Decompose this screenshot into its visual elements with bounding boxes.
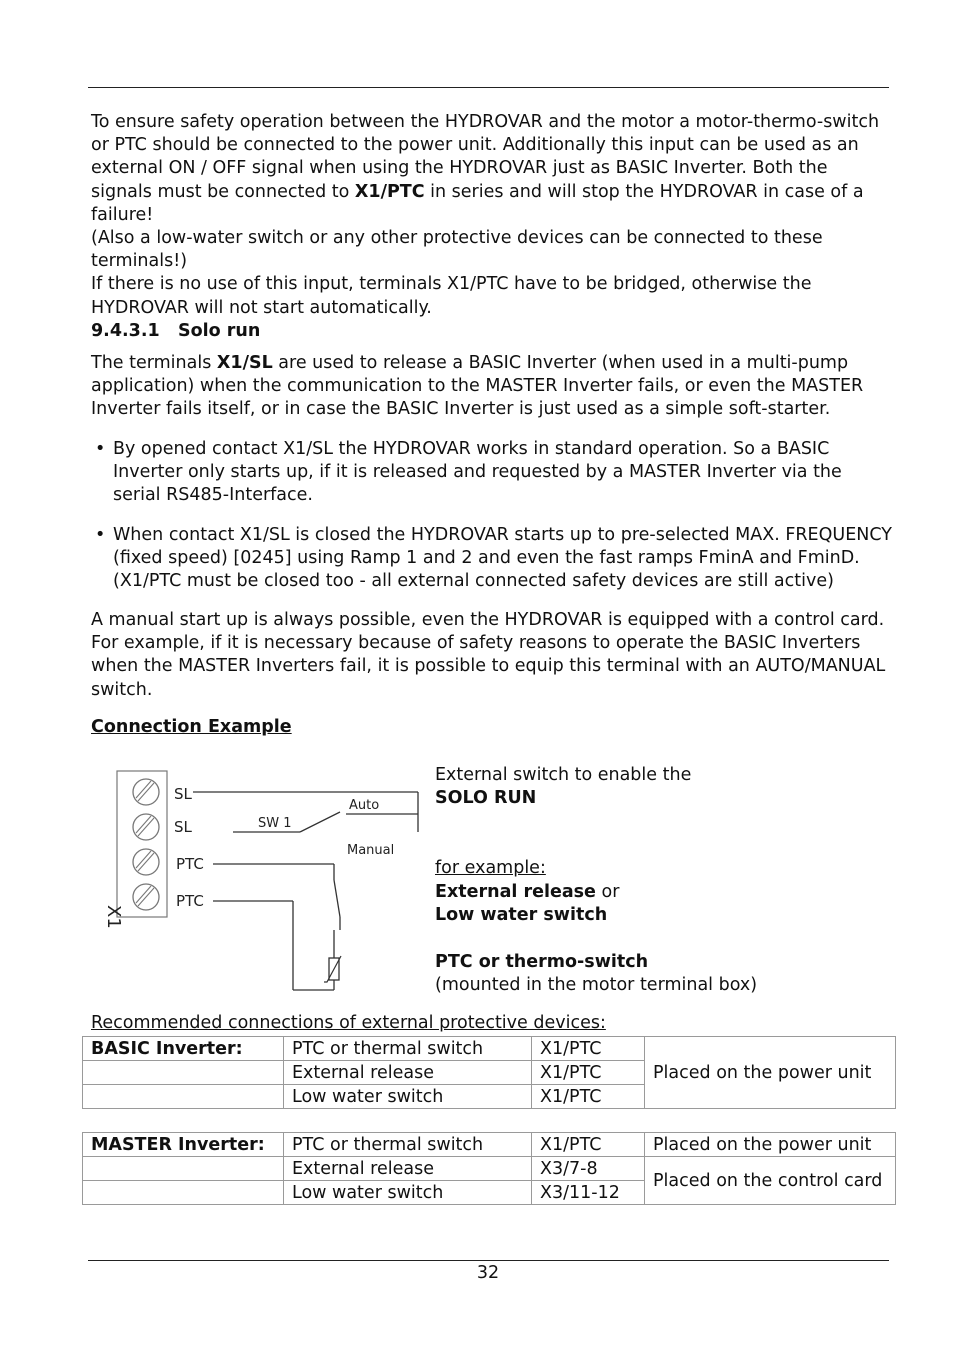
bullet-symbol: • — [95, 525, 106, 545]
terminal-label: PTC — [176, 892, 204, 910]
terminal-cell: X1/PTC — [532, 1133, 645, 1157]
device-cell: Low water switch — [284, 1085, 532, 1109]
connection-diagram — [88, 762, 428, 998]
manual-label: Manual — [347, 843, 395, 858]
empty-cell — [83, 1061, 284, 1085]
section-heading — [91, 321, 260, 341]
bullet-symbol: • — [95, 439, 106, 459]
terminal-screw — [133, 849, 159, 875]
empty-cell — [83, 1157, 284, 1181]
device-cell: Low water switch — [284, 1181, 532, 1205]
terminal-screw — [133, 814, 159, 840]
terminal-label-x1: X1 — [103, 905, 124, 929]
caption-for-example: for example: — [435, 858, 546, 878]
recommended-title: Recommended connections of external protective devices: — [91, 1013, 606, 1033]
terminal-screw — [133, 779, 159, 805]
intro-paragraph: To ensure safety operation between the HYDROVAR and the motor a motor-thermo-switch or PTC should be connected to the power unit. Additionally this input can be used as an external ON / OFF signal when using the HYDROVAR just as BASIC Inverter. Both the signals must be connected to X1/PTC in series and will stop the HYDROVAR in case of a failure! (Also a low-water switch or any other protective devices can be connected to these terminals!) If there is no use of this input, terminals X1/PTC have to be bridged, otherwise the HYDROVAR will not start automatically. — [91, 112, 880, 318]
solo-run-paragraph: The terminals X1/SL are used to release a BASIC Inverter (when used in a multi-pump application) when the communication to the MASTER Inverter fails, or even the MASTER Inverter fails itself, or in case the BASIC Inverter is just used as a simple soft-starter. — [91, 353, 864, 420]
empty-cell — [83, 1085, 284, 1109]
device-cell: PTC or thermal switch — [284, 1133, 532, 1157]
footer-rule — [88, 1260, 889, 1261]
page-number: 32 — [476, 1263, 500, 1283]
bullet-closed-contact: When contact X1/SL is closed the HYDROVAR starts up to pre-selected MAX. FREQUENCY (fixed speed) [0245] using Ramp 1 and 2 and even the fast ramps FminA and FminD. (X1/PTC must be closed too - all external connected safety devices are still active) — [113, 525, 892, 592]
table-row — [83, 1157, 896, 1181]
manual-start-paragraph: A manual start up is always possible, even the HYDROVAR is equipped with a control card. For example, if it is necessary because of safety reasons to operate the BASIC Inverters when the MASTER Inverters fail, it is possible to equip this terminal with an AUTO/MANUAL switch. — [91, 610, 886, 700]
switch-lever — [300, 812, 340, 832]
header-rule — [88, 87, 889, 88]
bullet-open-contact: By opened contact X1/SL the HYDROVAR works in standard operation. So a BASIC Inverter only starts up, if it is released and requested by a MASTER Inverter via the serial RS485-Interface. — [113, 439, 842, 506]
terminal-cell: X3/7-8 — [532, 1157, 645, 1181]
basic-inverter-table — [82, 1036, 896, 1109]
terminal-cell: X1/PTC — [532, 1037, 645, 1061]
device-cell: External release — [284, 1061, 532, 1085]
switch-label: SW 1 — [258, 816, 292, 831]
placement-cell: Placed on the power unit — [645, 1133, 896, 1157]
inverter-label: BASIC Inverter: — [83, 1037, 284, 1061]
table-row — [83, 1037, 896, 1061]
caption-external-release: External release or — [435, 882, 620, 902]
ptc-resistor-icon — [324, 956, 341, 982]
placement-cell: Placed on the power unit — [645, 1037, 896, 1109]
placement-cell: Placed on the control card — [645, 1157, 896, 1205]
terminal-label: SL — [174, 785, 192, 803]
section-title: Solo run — [178, 321, 261, 341]
master-inverter-table — [82, 1132, 896, 1205]
empty-cell — [83, 1181, 284, 1205]
terminal-screw — [133, 884, 159, 910]
caption-ptc: PTC or thermo-switch — [435, 952, 649, 972]
terminal-cell: X1/PTC — [532, 1085, 645, 1109]
connection-example-title: Connection Example — [91, 717, 292, 737]
terminal-cell: X1/PTC — [532, 1061, 645, 1085]
device-cell: External release — [284, 1157, 532, 1181]
inverter-label: MASTER Inverter: — [83, 1133, 284, 1157]
caption-mounted: (mounted in the motor terminal box) — [435, 975, 758, 995]
caption-low-water: Low water switch — [435, 905, 608, 925]
auto-label: Auto — [349, 798, 380, 813]
terminal-label: PTC — [176, 855, 204, 873]
device-cell: PTC or thermal switch — [284, 1037, 532, 1061]
terminal-cell: X3/11-12 — [532, 1181, 645, 1205]
caption-external-switch: External switch to enable the — [435, 765, 692, 785]
section-number: 9.4.3.1 — [91, 321, 160, 341]
terminal-label: SL — [174, 818, 192, 836]
table-row — [83, 1133, 896, 1157]
caption-solo-run: SOLO RUN — [435, 788, 537, 808]
